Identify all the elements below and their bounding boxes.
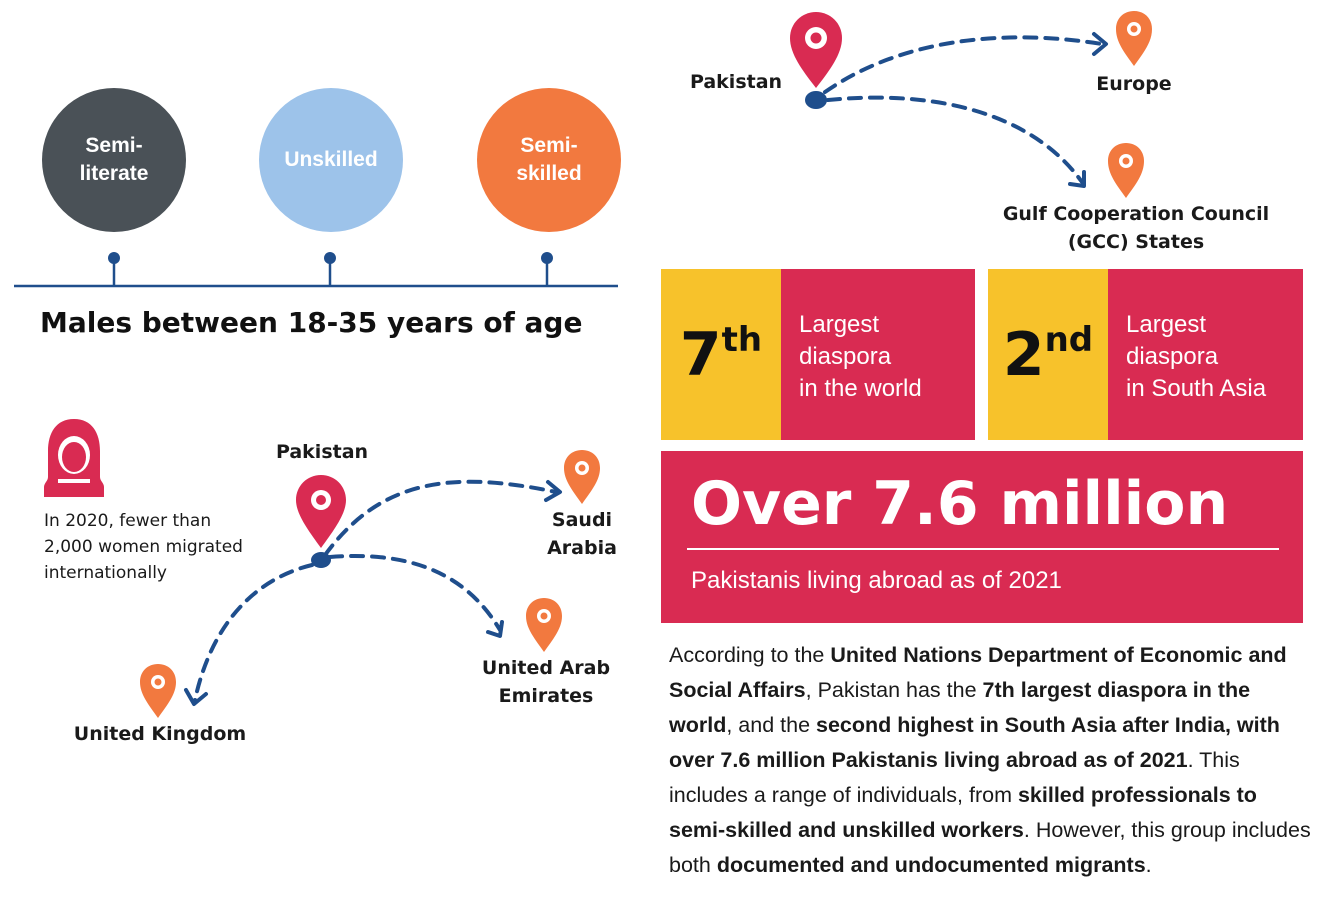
- women-note-line3: internationally: [44, 563, 167, 583]
- pakistan-dot: [311, 552, 331, 568]
- rank-south-asia-line2: diaspora: [1126, 343, 1219, 370]
- semi-skilled-line2: skilled: [516, 162, 582, 185]
- bottom-origin-label: Pakistan: [275, 441, 369, 463]
- rank-card-world: [661, 269, 975, 440]
- route-to-saudi: [325, 482, 556, 555]
- semi-literate-line2: literate: [79, 162, 149, 185]
- gcc-label: [966, 200, 1306, 256]
- route-to-europe: [825, 37, 1102, 92]
- uae-label-line1: United Arab: [481, 657, 611, 679]
- rank-card-south-asia: [988, 269, 1303, 440]
- uk-pin-icon: [140, 664, 176, 718]
- total-divider: [687, 548, 1279, 550]
- rank-south-asia-line1: Largest: [1126, 311, 1207, 338]
- diaspora-paragraph: [669, 638, 1315, 883]
- rank-south-asia-suffix: nd: [1044, 319, 1094, 360]
- total-headline: Over 7.6 million: [691, 469, 1229, 539]
- rank-world-badge: [661, 269, 781, 440]
- gcc-pin-icon: [1108, 143, 1144, 198]
- total-banner: [661, 451, 1303, 623]
- para-bold-3: second highest in South Asia after India, with over 7.6 million Pakistanis living abroad as of 2021: [669, 713, 1280, 772]
- saudi-pin-icon: [564, 450, 600, 504]
- para-bold-4: skilled professionals to semi-skilled and unskilled workers: [669, 783, 1257, 842]
- route-to-uae: [330, 556, 500, 630]
- semi-literate-line1: Semi-: [85, 134, 143, 157]
- route-to-gcc: [828, 98, 1082, 182]
- gcc-label-line1: Gulf Cooperation Council: [1002, 203, 1270, 225]
- para-text-6: .: [1145, 853, 1152, 877]
- rank-world-line3: in the world: [799, 375, 922, 402]
- rank-world-number: 7: [679, 319, 722, 390]
- uae-label: [470, 654, 622, 710]
- total-subtitle: Pakistanis living abroad as of 2021: [691, 567, 1062, 594]
- women-note-line1: In 2020, fewer than: [44, 511, 212, 531]
- para-text-4: . This includes a range of individuals, from: [669, 748, 1240, 807]
- europe-pin-icon: [1116, 11, 1152, 66]
- para-text-3: , and the: [726, 713, 816, 737]
- uae-pin-icon: [526, 598, 562, 652]
- saudi-label-line2: Arabia: [547, 537, 617, 559]
- rank-south-asia-badge: [988, 269, 1108, 440]
- semi-skilled-line1: Semi-: [520, 134, 578, 157]
- para-bold-5: documented and undocumented migrants: [716, 853, 1146, 877]
- saudi-label-line1: Saudi: [551, 509, 613, 531]
- top-origin-label: Pakistan: [689, 71, 783, 93]
- rank-south-asia-line3: in South Asia: [1126, 375, 1267, 402]
- gcc-label-line2: (GCC) States: [1067, 231, 1205, 253]
- rank-world-line1: Largest: [799, 311, 880, 338]
- top-pakistan-dot: [805, 91, 827, 109]
- route-to-uk: [195, 565, 312, 700]
- para-bold-2: 7th largest diaspora in the world: [669, 678, 1251, 737]
- unskilled-label: Unskilled: [284, 148, 378, 171]
- rank-south-asia-number: 2: [1002, 319, 1045, 390]
- para-bold-1: United Nations Department of Economic and Social Affairs: [669, 643, 1287, 702]
- rank-world-text: [799, 309, 922, 405]
- europe-label: Europe: [1096, 73, 1172, 95]
- uk-label: United Kingdom: [73, 723, 247, 745]
- rank-world-line2: diaspora: [799, 343, 892, 370]
- women-note-line2: 2,000 women migrated: [44, 537, 243, 557]
- saudi-label: [526, 506, 638, 562]
- top-pakistan-pin-icon: [790, 12, 842, 88]
- uae-label-line2: Emirates: [498, 685, 594, 707]
- rank-world-suffix: th: [721, 319, 763, 360]
- para-text-1: According to the: [669, 643, 831, 667]
- skills-caption: Males between 18-35 years of age: [40, 306, 583, 339]
- rank-south-asia-text: [1126, 309, 1266, 405]
- para-text-5: . However, this group includes both: [669, 818, 1311, 877]
- para-text-2: , Pakistan has the: [805, 678, 983, 702]
